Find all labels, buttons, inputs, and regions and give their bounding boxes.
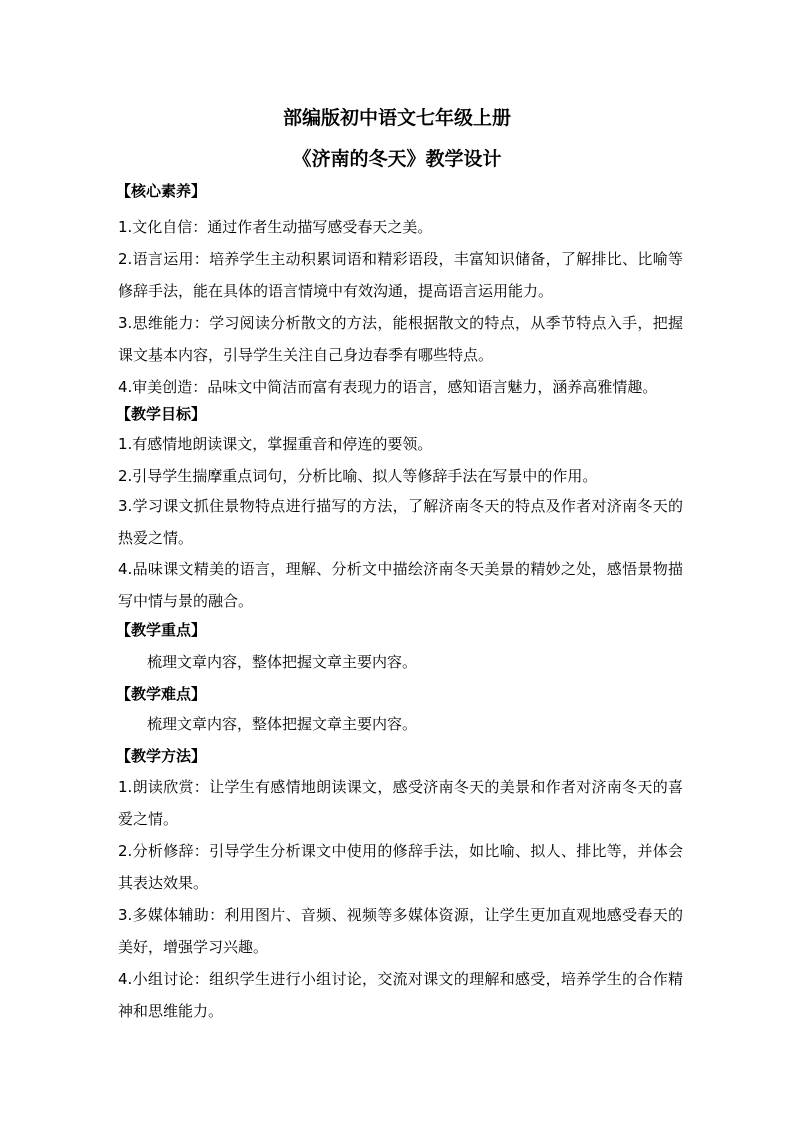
teaching-goal-item-1: 1.有感情地朗读课文，掌握重音和停连的要领。 bbox=[118, 435, 433, 453]
key-points-text: 梳理文章内容，整体把握文章主要内容。 bbox=[147, 653, 418, 671]
section-heading-teaching-goals: 【教学目标】 bbox=[116, 405, 207, 423]
section-heading-key-points: 【教学重点】 bbox=[116, 621, 207, 639]
document-subtitle: 《济南的冬天》教学设计 bbox=[292, 148, 502, 170]
section-heading-teaching-methods: 【教学方法】 bbox=[116, 747, 207, 765]
core-literacy-item-3: 3.思维能力：学习阅读分析散文的方法，能根据散文的特点，从季节特点入手，把握课文基本内容，引导学生关注自己身边春季有哪些特点。 bbox=[118, 314, 683, 364]
section-heading-difficulties: 【教学难点】 bbox=[116, 685, 207, 703]
teaching-method-item-3: 3.多媒体辅助：利用图片、音频、视频等多媒体资源，让学生更加直观地感受春天的美好，增强学习兴趣。 bbox=[118, 906, 683, 956]
teaching-method-item-1: 1.朗读欣赏：让学生有感情地朗读课文，感受济南冬天的美景和作者对济南冬天的喜爱之情。 bbox=[118, 778, 683, 828]
teaching-goal-item-3: 3.学习课文抓住景物特点进行描写的方法，了解济南冬天的特点及作者对济南冬天的热爱之情。 bbox=[118, 497, 683, 547]
teaching-method-item-2: 2.分析修辞：引导学生分析课文中使用的修辞手法，如比喻、拟人、排比等，并体会其表达效果。 bbox=[118, 842, 683, 892]
core-literacy-item-1: 1.文化自信：通过作者生动描写感受春天之美。 bbox=[118, 218, 433, 236]
core-literacy-item-4: 4.审美创造：品味文中简洁而富有表现力的语言，感知语言魅力，涵养高雅情趣。 bbox=[118, 378, 658, 396]
section-heading-core-literacy: 【核心素养】 bbox=[116, 182, 207, 200]
core-literacy-item-2: 2.语言运用：培养学生主动积累词语和精彩语段，丰富知识储备，了解排比、比喻等修辞手法，能在具体的语言情境中有效沟通，提高语言运用能力。 bbox=[118, 250, 683, 300]
difficulties-text: 梳理文章内容，整体把握文章主要内容。 bbox=[147, 715, 418, 733]
teaching-goal-item-4: 4.品味课文精美的语言，理解、分析文中描绘济南冬天美景的精妙之处，感悟景物描写中情与景的融合。 bbox=[118, 560, 683, 610]
teaching-goal-item-2: 2.引导学生揣摩重点词句，分析比喻、拟人等修辞手法在写景中的作用。 bbox=[118, 467, 598, 485]
teaching-method-item-4: 4.小组讨论：组织学生进行小组讨论，交流对课文的理解和感受，培养学生的合作精神和思维能力。 bbox=[118, 970, 683, 1020]
document-title: 部编版初中语文七年级上册 bbox=[282, 107, 511, 129]
